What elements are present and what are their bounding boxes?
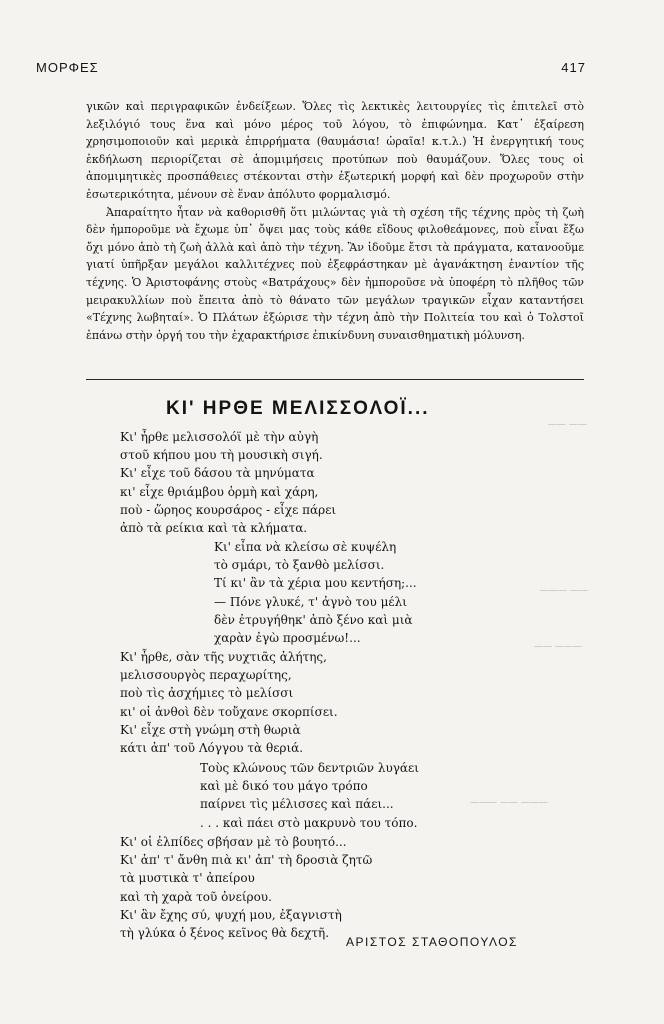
prose-block: [86, 98, 584, 344]
paragraph: γικῶν καὶ περιγραφικῶν ἐνδείξεων. Ὅλες τὶς λεκτικὲς λειτουργίες τὶς ἐπιτελεῖ στὸ λεξιλόγιό τους ἕνα καὶ μόνο μέρος τοῦ λόγου, τὸ ἐπιφώνημα. Κατ᾽ ἐξαίρεση χρησιμοποιοῦν καὶ μερικὰ ἐπιρρήματα (θαυμάσια! ὡραῖα! κ.τ.λ.) Ἡ ἐνεργητική τους ἐκδήλωση περιορίζεται σὲ ἀπομιμήσεις προτύπων ποὺ θαυμάζουν. Ὅλες τους οἱ ἀπομιμητικὲς προσπάθειες στέκονται στὴν ἐξωτερική μορφή καὶ δὲν προχωροῦν στὴν ἐσωτερικότητα, μένουν σὲ ἕναν ἀπόλυτο φορμαλισμό.: [86, 100, 584, 201]
poem-line: δὲν ἐτρυγήθηκ' ἀπὸ ξένο καὶ μιὰ: [214, 612, 413, 627]
poem-line: ποὺ τὶς ἀσχήμιες τὸ μελίσσι: [120, 686, 294, 701]
poem-line: κι' οἱ ἀνθοὶ δὲν τοὔχανε σκορπίσει.: [120, 704, 338, 719]
page-number: 417: [561, 60, 586, 75]
show-through-mark: —— ——: [548, 420, 587, 430]
show-through-mark: —— ———: [534, 642, 582, 652]
poem-line: χαρὰν ἐγὼ προσμένω!...: [214, 631, 361, 646]
poem-line: ποὺ - ὥρηος κουρσάρος - εἶχε πάρει: [120, 502, 337, 517]
poem-line: Κι' ἀπ' τ' ἄνθη πιὰ κι' ἀπ' τὴ δροσιὰ ζητῶ: [120, 853, 373, 868]
poem-line: Τοὺς κλώνους τῶν δεντριῶν λυγάει: [200, 761, 419, 775]
journal-title: ΜΟΡΦΕΣ: [36, 60, 99, 75]
poem-line: καὶ τὴ χαρὰ τοῦ ὀνείρου.: [120, 889, 272, 904]
poem-line: Κι' ἦρθε, σὰν τῆς νυχτιᾶς ἀλήτης,: [120, 650, 327, 664]
poem-line: Τί κι' ἂν τὰ χέρια μου κεντήση;...: [214, 576, 417, 591]
poem-line: μελισσουργὸς περαχωρίτης,: [120, 668, 292, 683]
show-through-mark: ——— —— ———: [470, 798, 548, 808]
poem-line: καὶ μὲ δικό του μάγο τρόπο: [200, 779, 368, 794]
poem-line: κάτι ἀπ' τοῦ Λόγγου τὰ θεριά.: [120, 741, 304, 756]
poem-line: παίρνει τὶς μέλισσες καὶ πάει...: [200, 797, 394, 812]
stanza-2: [214, 538, 417, 647]
poem-line: κι' εἶχε θριάμβου ὁρμὴ καὶ χάρη,: [120, 484, 319, 499]
stanza-1: [120, 428, 336, 537]
running-header: [36, 60, 586, 75]
paragraph: Ἀπαραίτητο ἦταν νὰ καθορισθῆ ὅτι μιλώντας γιὰ τὴ σχέση τῆς τέχνης πρὸς τὴ ζωὴ δὲν ἠμποροῦμε νὰ ἔχωμε ὑπ᾽ ὄψει μας τοὺς κάθε εἴδους φιλοθεάμονες, ποὺ εἶναι ἔξω ὄχι μόνο ἀπὸ τὴ ζωὴ ἀλλὰ καὶ ἀπὸ τὴν τέχνη. Ἂν ἰδοῦμε ἔτσι τὰ πράγματα, κατανοοῦμε γιατί ὑπῆρξαν μεγάλοι καλλιτέχνες ποὺ ἐξεφράστηκαν μὲ ἀγανάκτηση ἐναντίον τῆς τέχνης. Ὁ Ἀριστοφάνης στοὺς «Βατράχους» δὲν ἠμποροῦσε νὰ ὑποφέρη τὸ πλῆθος τῶν μειρακυλλίων ποὺ ἔπειτα ἀπὸ τὸ θάνατο τῶν μεγάλων τραγικῶν εἶχαν καταντήσει «Τέχνης λωβηταί». Ὁ Πλάτων ἐξώρισε τὴν τέχνη ἀπὸ τὴν Πολιτεία του καὶ ὁ Τολστοῖ ἐπάνω στὴν ὀργή του τὴν ἐχαρακτήρισε ἐπικίνδυνη συναισθηματικὴ μόλυνση.: [86, 205, 584, 342]
poem-line: στοῦ κήπου μου τὴ μουσικὴ σιγή.: [120, 448, 323, 463]
poem-line: Κι' οἱ ἐλπίδες σβήσαν μὲ τὸ βουητό...: [120, 835, 347, 849]
section-divider: [86, 379, 584, 380]
poem-line: τὴ γλύκα ὁ ξένος κεῖνος θὰ δεχτῆ.: [120, 926, 330, 941]
poem-line: τὰ μυστικὰ τ' ἀπείρου: [120, 871, 255, 886]
stanza-4: [200, 759, 419, 832]
poem-line: — Πόνε γλυκέ, τ' ἀγνὸ του μέλι: [214, 594, 407, 609]
show-through-mark: ——— ——: [540, 586, 588, 596]
poem-line: Κι' εἶχε τοῦ δάσου τὰ μηνύματα: [120, 466, 315, 481]
poem-line: τὸ σμάρι, τὸ ξανθὸ μελίσσι.: [214, 558, 385, 573]
poem-title: ΚΙ' ΗΡΘΕ ΜΕΛΙΣΣΟΛΟΪ...: [166, 398, 430, 419]
poem-line: Κι' ἦρθε μελισσολόϊ μὲ τὴν αὐγὴ: [120, 430, 319, 444]
poem-line: Κι' εἶπα νὰ κλείσω σὲ κυψέλη: [214, 540, 397, 554]
poem-line: . . . καὶ πάει στὸ μακρυνὸ του τόπο.: [200, 815, 418, 830]
poem-line: Κι' εἶχε στὴ γνώμη στὴ θωριὰ: [120, 722, 301, 737]
poem-line: Κι' ἂν ἔχης σύ, ψυχή μου, ἐξαγνιστὴ: [120, 907, 342, 922]
poem-line: ἀπὸ τὰ ρείκια καὶ τὰ κλήματα.: [120, 521, 308, 536]
stanza-5: [120, 833, 372, 942]
poem-author: ΑΡΙΣΤΟΣ ΣΤΑΘΟΠΟΥΛΟΣ: [346, 935, 518, 949]
stanza-3: [120, 648, 338, 757]
